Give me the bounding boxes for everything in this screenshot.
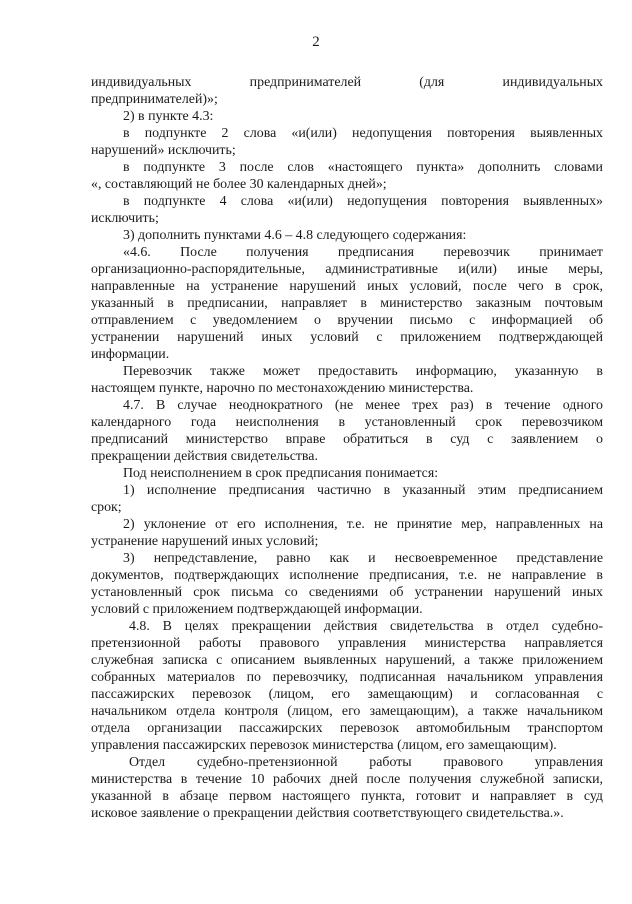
text-line: устранении нарушений иных условий с приложением подтверждающей bbox=[91, 330, 603, 345]
text-line: управления пассажирских перевозок министерства (лицом, его замещающим). bbox=[91, 738, 557, 753]
text-line: предпринимателей)»; bbox=[91, 92, 218, 107]
document-body bbox=[91, 74, 603, 822]
text-line: условий с приложением подтверждающей информации. bbox=[91, 602, 423, 617]
text-line: документов, подтверждающих исполнение предписания, т.е. не направление в bbox=[91, 568, 603, 583]
page-number: 2 bbox=[312, 34, 320, 50]
text-line: Перевозчик также может предоставить информацию, указанную в bbox=[123, 364, 603, 379]
text-line: 4.8. В целях прекращении действия свидетельства в отдел судебно- bbox=[129, 619, 603, 634]
text-line: отдела организации пассажирских перевозок автомобильным транспортом bbox=[91, 721, 603, 736]
text-line: в подпункте 4 слова «и(или) недопущения повторения выявленных» bbox=[123, 194, 603, 209]
text-line: 3) непредставление, равно как и несвоевременное представление bbox=[123, 551, 603, 566]
text-line: настоящем пункте, нарочно по местонахождению министерства. bbox=[91, 381, 474, 396]
text-line: указанный в предписании, направляет в министерство заказным почтовым bbox=[91, 296, 603, 311]
text-line: информации. bbox=[91, 347, 170, 362]
text-line: 4.7. В случае неоднократного (не менее трех раз) в течение одного bbox=[123, 398, 603, 413]
text-line: 2) уклонение от его исполнения, т.е. не принятие мер, направленных на bbox=[123, 517, 603, 532]
text-line: срок; bbox=[91, 500, 122, 515]
text-line: претензионной работы правового управления министерства направляется bbox=[91, 636, 603, 651]
text-line: 3) дополнить пунктами 4.6 – 4.8 следующего содержания: bbox=[123, 228, 467, 243]
text-line: министерства в течение 10 рабочих дней после получения служебной записки, bbox=[91, 772, 603, 787]
text-line: 2) в пункте 4.3: bbox=[123, 109, 214, 124]
text-line: 1) исполнение предписания частично в указанный этим предписанием bbox=[123, 483, 603, 498]
text-line: нарушений» исключить; bbox=[91, 143, 236, 158]
text-line: направленные на устранение нарушений иных условий, после чего в срок, bbox=[91, 279, 603, 294]
text-line: пассажирских перевозок (лицом, его замещающим) и согласованная с bbox=[91, 687, 603, 702]
text-line: индивидуальных предпринимателей (для индивидуальных bbox=[91, 75, 603, 90]
text-line: прекращении действия свидетельства. bbox=[91, 449, 318, 464]
text-line: организационно-распорядительные, административные и(или) иные меры, bbox=[91, 262, 603, 277]
text-line: служебная записка с описанием выявленных нарушений, а также приложением bbox=[91, 653, 603, 668]
text-line: предписаний министерство вправе обратиться в суд с заявлением о bbox=[91, 432, 603, 447]
text-line: установленный срок письма со сведениями об устранении нарушений иных bbox=[91, 585, 603, 600]
text-line: устранение нарушений иных условий; bbox=[91, 534, 319, 549]
text-line: исковое заявление о прекращении действия соответствующего свидетельства.». bbox=[91, 806, 564, 821]
text-line: в подпункте 3 после слов «настоящего пункта» дополнить словами bbox=[123, 160, 603, 175]
text-line: указанной в абзаце первом настоящего пункта, готовит и направляет в суд bbox=[91, 789, 603, 804]
text-line: Под неисполнением в срок предписания понимается: bbox=[123, 466, 439, 481]
text-line: Отдел судебно-претензионной работы правового управления bbox=[129, 755, 603, 770]
text-line: отправлением с уведомлением о вручении письмо с информацией об bbox=[91, 313, 603, 328]
text-line: «, составляющий не более 30 календарных дней»; bbox=[91, 177, 387, 192]
text-line: «4.6. После получения предписания перевозчик принимает bbox=[123, 245, 603, 260]
text-line: календарного года неисполнения в установленный срок перевозчиком bbox=[91, 415, 603, 430]
text-line: исключить; bbox=[91, 211, 159, 226]
text-line: собранных материалов по перевозчику, подписанная начальником управления bbox=[91, 670, 603, 685]
text-line: в подпункте 2 слова «и(или) недопущения повторения выявленных bbox=[123, 126, 603, 141]
text-line: начальником отдела контроля (лицом, его замещающим), а также начальником bbox=[91, 704, 603, 719]
